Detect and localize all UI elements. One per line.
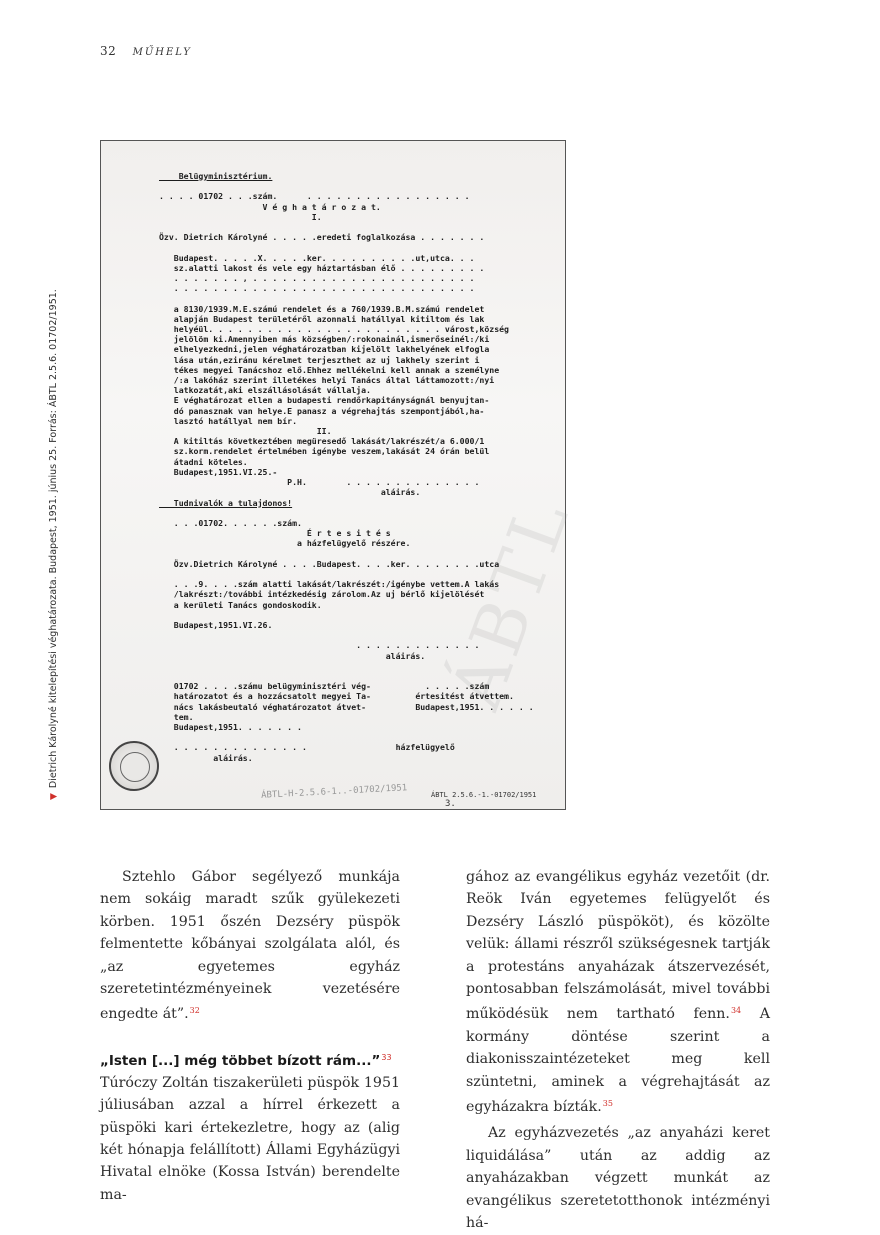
triangle-marker-icon: ▼ (49, 793, 59, 800)
document-line (159, 630, 551, 640)
document-line (159, 181, 551, 191)
document-line: Budapest,1951. . . . . . . (159, 721, 302, 732)
document-line: . . . . . . . . . . . . . . házfelügyelő (159, 742, 455, 753)
document-line: elhelyezkedni,jelen véghatározatban kijelölt lakhelyének elfogla (159, 344, 490, 355)
document-line: a 8130/1939.M.E.számú rendelet és a 760/1939.B.M.számú rendelet (159, 303, 485, 314)
document-line: a kerületi Tanács gondoskodik. (159, 599, 322, 610)
subheading (100, 1047, 400, 1072)
footnote-ref[interactable]: 34 (730, 1006, 742, 1016)
section-title: MŰHELY (132, 47, 192, 58)
document-line: sz.alatti lakost és vele egy háztartásban élő . . . . . . . . . (159, 262, 485, 273)
footnote-ref[interactable]: 33 (381, 1052, 392, 1062)
document-line: . . . . 01702 . . .szám. . . . . . . . . . . . . . . . . . (159, 191, 470, 202)
text-column-left (100, 866, 400, 1206)
document-line: P.H. . . . . . . . . . . . . . . (159, 477, 480, 488)
archive-ref-text: ÁBTL 2.5.6.-1.-01702/1951 (431, 791, 537, 799)
page-mark: 3. (445, 799, 456, 809)
document-line: a házfelügyelő részére. (159, 538, 411, 549)
paragraph: Az egyházvezetés „az anyaházi keret liquidálása” után az addig az anyaházakban végzett munkát az evangélikus szeretetotthonok intézményi há- (466, 1125, 770, 1232)
document-line: Özv.Dietrich Károlyné . . . .Budapest. . . .ker. . . . . . . .utca (159, 558, 500, 569)
document-line: É r t e s i t é s (159, 528, 391, 539)
document-line: sz.korm.rendelet értelmében igénybe veszem,lakását 24 órán belül (159, 446, 490, 457)
footnote-ref[interactable]: 32 (189, 1006, 200, 1016)
subheading-text: „Isten [...] még többet bízott rám...” (100, 1052, 381, 1069)
document-line: tem. (159, 711, 194, 722)
document-line: . . .01702. . . . . .szám. (159, 517, 302, 528)
caption-text: Dietrich Károlyné kitelepítési véghatározata. Budapest, 1951. június 25. Forrás: ÁBTL 2.5.6. 01702/1951. (48, 289, 59, 789)
document-line: latkozatát,aki elszállásolását vállalja. (159, 385, 371, 396)
document-line: helyéül. . . . . . . . . . . . . . . . . . . . . . . . várost,község (159, 324, 509, 335)
document-line (159, 671, 551, 681)
archive-reference (431, 791, 565, 809)
paragraph (466, 866, 770, 1118)
figure-caption (48, 289, 59, 800)
document-line: 01702 . . . .számu belügyminisztéri vég- . . . . .szám (159, 681, 490, 692)
document-line (159, 732, 551, 742)
document-line: átadni köteles. (159, 456, 248, 467)
document-line: lasztó hatállyal nem bír. (159, 415, 298, 426)
document-line: . . . . . . . . . . . . . (159, 640, 480, 651)
document-line: . . . . . . . . . . . . . . . . . . . . . . . . . . . . . . . (159, 283, 475, 294)
document-line: A kitiltás következtében megüresedő lakását/lakrészét/a 6.000/1 (159, 436, 485, 447)
footnote-ref[interactable]: 35 (602, 1099, 613, 1109)
document-line (159, 508, 551, 518)
handwritten-reference: ÁBTL-H-2.5.6-1..-01702/1951 (260, 783, 408, 801)
page-number: 32 (100, 44, 117, 58)
document-line: /lakrészt:/további intézkedésig zárolom.Az uj bérlő kijelölését (159, 589, 485, 600)
document-text (159, 171, 551, 763)
document-line: aláirás. (159, 487, 421, 498)
document-line: Budapest,1951.VI.25.- (159, 466, 278, 477)
document-line: aláirás. (159, 650, 426, 661)
document-line (159, 549, 551, 559)
document-line: jelölöm ki.Amennyiben más községben/:rokonainál,ismerőseinél:/ki (159, 334, 490, 345)
document-line (159, 661, 551, 671)
paragraph: Túróczy Zoltán tiszakerületi püspök 1951 júliusában azzal a hírrel érkezett a püspöki kari értekezletre, hogy az (alig két hónapja felállított) Állami Egyházügyi Hivatal elnöke (Kossa István) berendelte ma- (100, 1074, 400, 1203)
document-line: . . .9. . . .szám alatti lakását/lakrészét:/igénybe vettem.A lakás (159, 579, 500, 590)
document-line: I. (159, 211, 322, 222)
document-line: alapján Budapest területéről azonnali hatállyal kitiltom és lak (159, 313, 485, 324)
document-line (159, 222, 551, 232)
official-seal-stamp (109, 741, 159, 791)
document-line: Belügyminisztérium. (159, 171, 273, 181)
document-line: /:a lakóház szerint illetékes helyi Tanács által láttamozott:/nyi (159, 375, 495, 386)
document-line: E véghatározat ellen a budapesti rendőrkapitányságnál benyujtan- (159, 395, 490, 406)
watermark: ÁBTL (434, 485, 587, 719)
document-line (159, 293, 551, 303)
paragraph-text: Sztehlo Gábor segélyező munkája nem sokáig maradt szűk gyülekezeti körben. 1951 őszén Dezséry püspök felmentette kőbányai szolgálata alól, és „az egyetemes egyház szeretetintézményeinek vezetésére engedte át”. (100, 869, 400, 1023)
document-line (159, 242, 551, 252)
running-header (100, 44, 192, 58)
document-line: nács lakásbeutaló véghatározatot átvet- Budapest,1951. . . . . . (159, 701, 534, 712)
document-line (159, 569, 551, 579)
document-line: Özv. Dietrich Károlyné . . . . .eredeti foglalkozása . . . . . . . (159, 232, 485, 243)
document-line: lása után,eziránu kérelmet terjeszthet az uj lakhely szerint i (159, 354, 480, 365)
document-line: Budapest. . . . .X. . . . .ker. . . . . . . . . .ut,utca. . . (159, 252, 475, 263)
document-line: Tudnivalók a tulajdonos! (159, 497, 293, 508)
document-line: II. (159, 426, 332, 437)
archival-document-image (100, 140, 587, 810)
text-column-right (466, 866, 770, 1235)
document-line: Budapest,1951.VI.26. (159, 619, 273, 630)
document-line: V é g h a t á r o z a t. (159, 201, 381, 212)
paragraph-text: A kormány döntése szerint a diakonisszaintézeteket meg kell szüntetni, aminek a végrehajtását az egyházakra bízták. (466, 1006, 770, 1116)
document-line: aláirás. (159, 752, 253, 763)
paragraph (100, 866, 400, 1026)
document-line: tékes megyei Tanácshoz elő.Ehhez mellékelni kell annak a személyne (159, 364, 500, 375)
document-line: . . . . . . . , . . . . . . . . . . . . . . . . . . . . . . . (159, 273, 475, 284)
document-line (159, 610, 551, 620)
document-line: dó panasznak van helye.E panasz a végrehajtás szempontjából,ha- (159, 405, 485, 416)
paragraph-text: gához az evangélikus egyház vezetőit (dr. Reök Iván egyetemes felügyelőt és Dezséry László püspököt), és közölte velük: állami részről szükségesnek tartják a protestáns anyaházak átszervezését, pontosabban felszámolását, mivel további működésük nem tartható fenn. (466, 869, 770, 1023)
document-line: határozatot és a hozzácsatolt megyei Ta- értesitést átvettem. (159, 691, 514, 702)
